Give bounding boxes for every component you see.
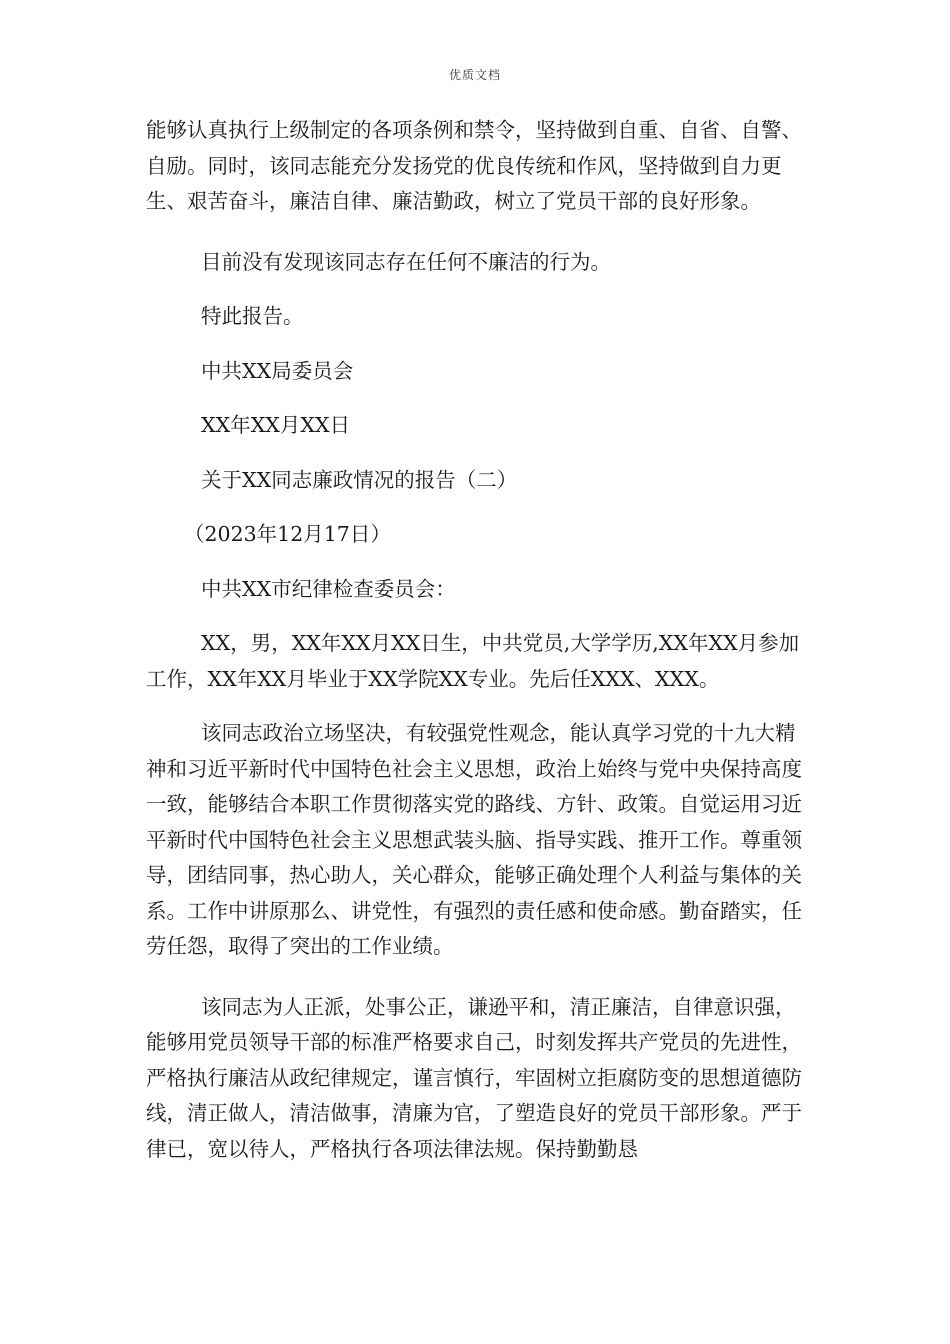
paragraph-addressee: 中共XX市纪律检查委员会： xyxy=(201,576,456,601)
paragraph-report-closing: 特此报告。 xyxy=(201,304,304,328)
paragraph-integrity: 该同志为人正派，处事公正，谦逊平和，清正廉洁，自律意识强，能够用党员领导干部的标准严格要求自己，时刻发挥共产党员的先进性，严格执行廉洁从政纪律规定，谨言慎行，牢固树立拒腐防变的思想道德防线，清正做人，清洁做事，清廉为官，了塑造良好的党员干部形象。严于律已，宽以待人，严格执行各项法律法规。保持勤勤恳 xyxy=(146,994,802,1161)
paragraph-no-violations: 目前没有发现该同志存在任何不廉洁的行为。 xyxy=(201,249,611,274)
page-header-label: 优质文档 xyxy=(448,68,501,82)
paragraph-signature-committee: 中共XX局委员会 xyxy=(201,358,354,383)
paragraph-discipline: 能够认真执行上级制定的各项条例和禁令，坚持做到自重、自省、自警、自励。同时，该同志能充分发扬党的优良传统和作风，坚持做到自力更生、艰苦奋斗，廉洁自律、廉洁勤政，树立了党员干部的良好形象。 xyxy=(146,118,802,213)
paragraph-report-title: 关于XX同志廉政情况的报告（二） xyxy=(201,467,518,492)
paragraph-profile: XX，男，XX年XX月XX日生，中共党员,大学学历,XX年XX月参加工作，XX年XX月毕业于XX学院XX专业。先后任XXX、XXX。 xyxy=(146,631,800,691)
paragraph-signature-date: XX年XX月XX日 xyxy=(201,413,351,437)
paragraph-political-stance: 该同志政治立场坚决，有较强党性观念，能认真学习党的十九大精神和习近平新时代中国特色社会主义思想，政治上始终与党中央保持高度一致，能够结合本职工作贯彻落实党的路线、方针、政策。自觉运用习近平新时代中国特色社会主义思想武装头脑、指导实践、推开工作。尊重领导，团结同事，热心助人，关心群众，能够正确处理个人利益与集体的关系。工作中讲原那么、讲党性，有强烈的责任感和使命感。勤奋踏实，任劳任怨，取得了突出的工作业绩。 xyxy=(146,721,802,958)
document-body xyxy=(146,113,808,1167)
paragraph-report-date: （2023年12月17日） xyxy=(184,522,391,546)
